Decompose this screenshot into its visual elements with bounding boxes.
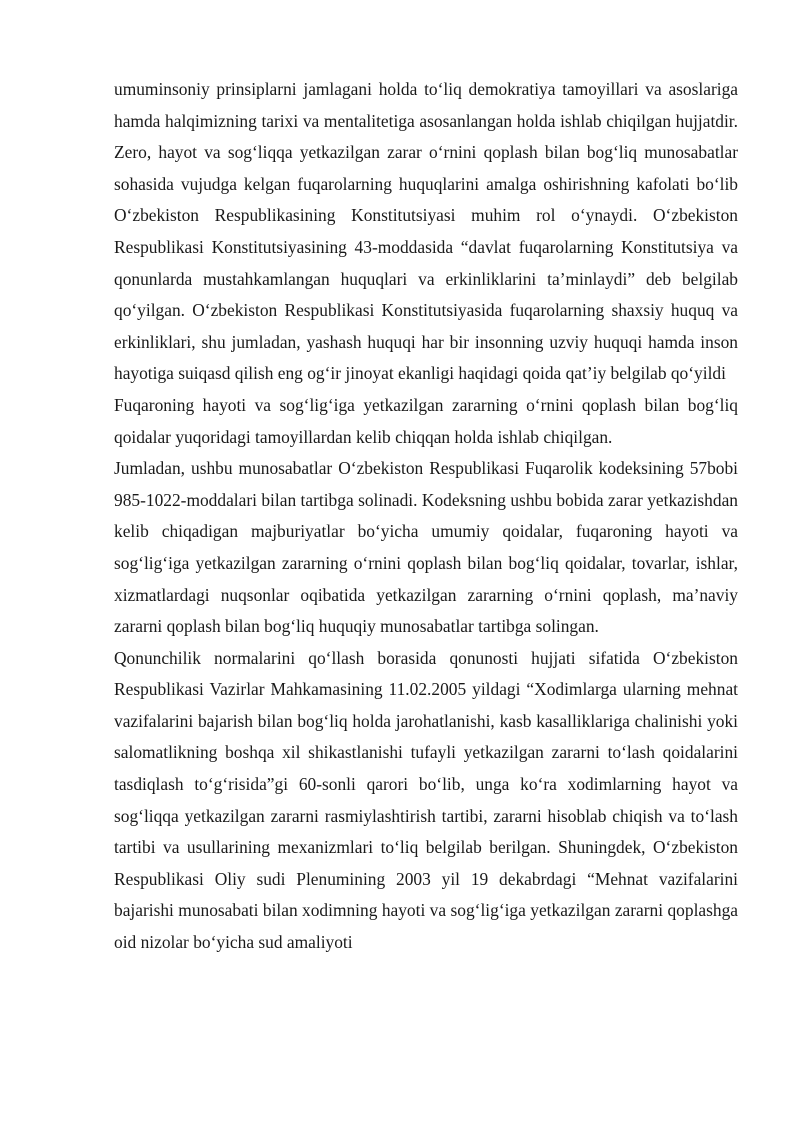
paragraph-compensation-rules: Fuqaroning hayoti va sog‘lig‘iga yetkazilgan zararning o‘rnini qoplash bilan bog‘liq qoidalar yuqoridagi tamoyillardan kelib chiqqan holda ishlab chiqilgan. [114, 394, 738, 447]
document-body [114, 74, 738, 959]
paragraph-civil-code: Jumladan, ushbu munosabatlar O‘zbekiston Respublikasi Fuqarolik kodeksining 57bobi 985-1022-moddalari bilan tartibga solinadi. Kodeksning ushbu bobida zarar yetkazishdan kelib chiqadigan majburiyatlar bo‘yicha umumiy qoidalar, fuqaroning hayoti va sog‘lig‘iga yetkazilgan zararning o‘rnini qoplash bilan bog‘liq qoidalar, tovarlar, ishlar, xizmatlardagi nuqsonlar oqibatida yetkazilgan zararning o‘rnini qoplash, ma’naviy zararni qoplash bilan bog‘liq huquqiy munosabatlar tartibga solingan. [114, 458, 738, 637]
paragraph-constitution: umuminsoniy prinsiplarni jamlagani holda to‘liq demokratiya tamoyillari va asoslariga hamda halqimizning tarixi va mentalitetiga asosanlangan holda ishlab chiqilgan hujjatdir. Zero, hayot va sog‘liqqa yetkazilgan zarar o‘rnini qoplash bilan bog‘liq munosabatlar sohasida vujudga kelgan fuqarolarning huquqlarini amalga oshirishning kafolati bo‘lib O‘zbekiston Respublikasining Konstitutsiyasi muhim rol o‘ynaydi. O‘zbekiston Respublikasi Konstitutsiyasining 43-moddasida “davlat fuqarolarning Konstitutsiya va qonunlarda mustahkamlangan huquqlari va erkinliklarini ta’minlaydi” deb belgilab qo‘yilgan. O‘zbekiston Respublikasi Konstitutsiyasida fuqarolarning shaxsiy huquq va erkinliklari, shu jumladan, yashash huquqi har bir insonning uzviy huquqi hamda inson hayotiga suiqasd qilish eng og‘ir jinoyat ekanligi haqidagi qoida qat’iy belgilab qo‘yildi [114, 79, 738, 384]
paragraph-bylaws: Qonunchilik normalarini qo‘llash borasida qonunosti hujjati sifatida O‘zbekiston Respublikasi Vazirlar Mahkamasining 11.02.2005 yildagi “Xodimlarga ularning mehnat vazifalarini bajarish bilan bog‘liq holda jarohatlanishi, kasb kasalliklariga chalinishi yoki salomatlikning boshqa xil shikastlanishi tufayli yetkazilgan zararni to‘lash qoidalarini tasdiqlash to‘g‘risida”gi 60-sonli qarori bo‘lib, unga ko‘ra xodimlarning hayot va sog‘liqqa yetkazilgan zararni rasmiylashtirish tartibi, zararni hisoblab chiqish va to‘lash tartibi va usullarining mexanizmlari to‘liq belgilab berilgan. Shuningdek, O‘zbekiston Respublikasi Oliy sudi Plenumining 2003 yil 19 dekabrdagi “Mehnat vazifalarini bajarishi munosabati bilan xodimning hayoti va sog‘lig‘iga yetkazilgan zararni qoplashga oid nizolar bo‘yicha sud amaliyoti [114, 647, 738, 953]
